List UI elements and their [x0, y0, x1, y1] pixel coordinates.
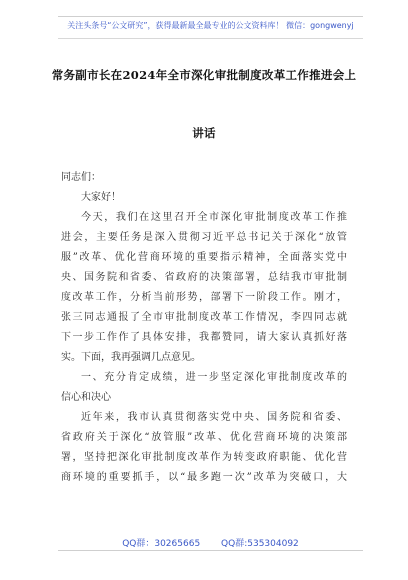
paragraph-line: 服”改革、优化营商环境的重要指示精神，全面落实党中 [61, 252, 347, 263]
salutation-text: 同志们： [61, 172, 101, 183]
section-heading-line: 信心和决心 [61, 392, 111, 403]
paragraph-line: 今天，我们在这里召开全市深化审批制度改革工作推 [81, 212, 347, 223]
paragraph-line: 商环境的重要抓手，以“最多跑一次”改革为突破口，大 [61, 472, 347, 483]
paragraph-line: 署，坚持把深化审批制度改革作为转变政府职能、优化营 [61, 452, 347, 463]
footer-divider [58, 550, 363, 551]
paragraph-line: 近年来，我市认真贯彻落实党中央、国务院和省委、 [81, 412, 347, 423]
greeting [61, 188, 347, 208]
paragraph-line: 实。下面，我再强调几点意见。 [61, 352, 201, 363]
header-divider-lower [58, 38, 363, 39]
footer-qq-group-2: QQ群:535304092 [221, 539, 299, 549]
paragraph-opening [61, 208, 347, 368]
paragraph-achievements [61, 408, 347, 488]
paragraph-line: 央、国务院和省委、省政府的决策部署，总结我市审批制 [61, 272, 347, 283]
paragraph-line: 省政府关于深化“放管服”改革、优化营商环境的决策部 [61, 432, 347, 443]
section-heading-line: 一、充分肯定成绩，进一步坚定深化审批制度改革的 [81, 372, 347, 383]
document-title-continued: 讲话 [192, 126, 216, 140]
footer-qq-group-1: QQ群：30265665 [122, 539, 201, 549]
header-divider [58, 16, 363, 17]
document-title: 常务副市长在2024年全市深化审批制度改革工作推进会上 [51, 68, 357, 82]
header-notice: 关注头条号“公文研究”，获得最新最全最专业的公文资料库！ 微信：gongwenyj [67, 21, 354, 30]
greeting-text: 大家好！ [81, 192, 121, 203]
paragraph-line: 进会，主要任务是深入贯彻习近平总书记关于深化“放管 [61, 232, 347, 243]
section-heading-one [61, 368, 347, 408]
salutation [61, 168, 347, 188]
document-body [61, 168, 347, 488]
paragraph-line: 下一步工作作了具体安排，我都赞同，请大家认真抓好落 [61, 332, 347, 343]
footer-contacts [58, 536, 363, 549]
paragraph-line: 度改革工作，分析当前形势，部署下一阶段工作。刚才， [61, 292, 347, 303]
paragraph-line: 张三同志通报了全市审批制度改革工作情况，李四同志就 [61, 312, 347, 323]
